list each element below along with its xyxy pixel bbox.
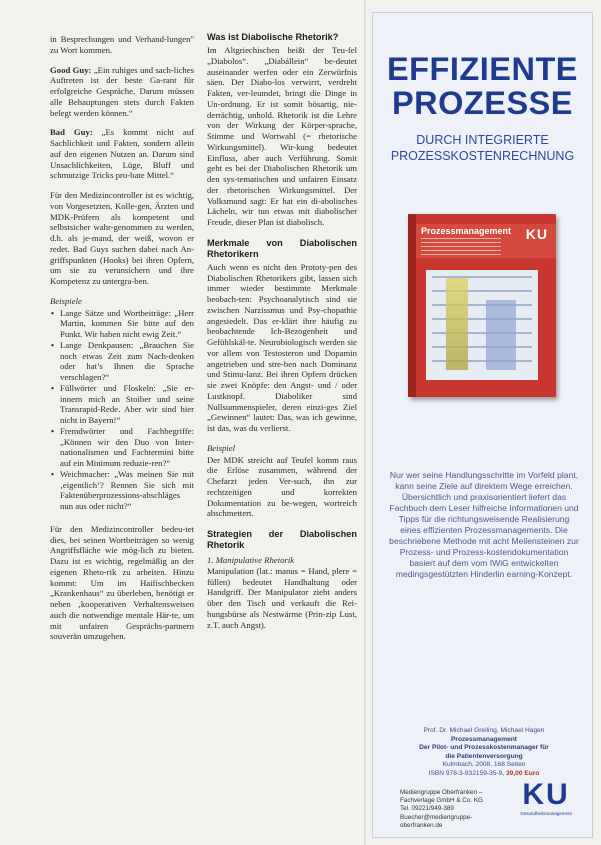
book-spine [408,214,416,397]
list-item: • Füllwörter und Floskeln: „Sie er-innern mich an Stoiber und seine Transrapid-Rede. Aber wir sind hier nicht in Bayern!“ [60,383,194,426]
section-heading: Strategien der Diabolischen Rhetorik [207,529,357,550]
article-column-1 [50,34,194,651]
ad-subtitle-line-1: DURCH INTEGRIERTE [416,133,549,147]
logo-tagline: Gesundheitsmanagement [520,811,572,816]
bad-guy-text: „Es kommt nicht auf Sachlichkeit und Fakten, sondern allein auf den eigenen Nutzen an. Darum sind Unsachlichkeiten, Lüge, Bluff und schmutzige Tricks pro-bate Mittel.“ [50,127,195,181]
page-fold [364,0,367,845]
publisher-line: Fachverlage GmbH & Co. KG [400,797,483,805]
ad-title-line-1: EFFIZIENTE [387,51,578,87]
section-heading: Was ist Diabolische Rhetorik? [207,32,339,42]
paragraph: Im Altgriechischen heißt der Teu-fel „Diabolos“. „Diabállein“ be-deutet auseinander werfen oder ein Zerwürfnis säen. Der Diabo-los verwirrt, verdreht Fakten, ver-leumdet, bringt die Dinge in Un-ordnung. Er ist somit bösartig, nie-derrächtig, unhold. Rhetorik ist die Lehre von der Wirkung der Körper-sprache, Stimme und Wortwahl (= rhetorische Wirkungsmittel). Wir-kung bedeutet Einfluss, aber auch Verführung. Somit geht es bei der Diabolischen Rhetorik um den sys-tematischen und unfairen Einsatz der rhetorischen Wirkungsmittel. Der Volksmund sagt: Er hat ein di-abolisches Lächeln, wir tun etwas mit diabolischer Freude, dieser Plan ist diabolisch. [207,45,357,227]
bad-guy-label: Bad Guy: [50,127,93,138]
publisher-contact [400,789,510,830]
examples-list [50,308,194,512]
list-item: • Fremdwörter und Fachbegriffe: „Können wir den Duo von Inter-nationalismen und Fachtermini bitte auf ein Minimum reduzie-ren?“ [60,426,194,469]
section-heading: Merkmale von Diabolischen Rhetorikern [207,237,357,259]
citation-title: Prozessmanagement [451,735,517,743]
logo-mark: KU [522,778,570,811]
citation-subtitle-1: Der Pilot- und Prozesskostenmanager für [419,744,549,751]
paragraph: Der MDK streicht auf Teufel komm raus die Erlöse zusammen, während der Chefarzt jeden Ver-such, ihn zur rechtzeitigen und korrekten Dokumentation zu be-wegen, wortreich abschmettert. [207,454,357,519]
book-cover-illustration [426,270,538,380]
paragraph: Für den Medizincontroller bedeu-tet dies, bei seinen Wortbeiträgen so wenig Angriffsfläche wie mög-lich zu bieten. Dazu ist es wichtig, regelmäßig an der eigenen Rheto-rik zu arbeiten. Hinzu kommt: Um im Haifischbecken „Krankenhaus“ zu überleben, benötigt er neben ‚kooperativen Verhaltensweisen auch die notwendige mentale Här-te, um mit unfairen Gesprächs-partnern souverän umzugehen. [50,523,194,642]
list-item: • Lange Sätze und Wortbeiträge: „Herr Martin, kommen Sie bitte auf den Punkt. Wir haben nicht ewig Zeit.“ [60,308,194,340]
citation-price: 39,00 Euro [506,769,540,777]
book-subtitle-lines [421,238,501,256]
citation-authors: Prof. Dr. Michael Greiling, Michael Hagen [423,727,545,734]
example-heading: Beispiel [207,442,235,453]
paragraph: Auch wenn es nicht den Prototy-pen des Diabolischen Rhetorikers gibt, lassen sich immer wieder bestimmte Merkmale beobach-ten: Psychoanalytisch sind sie zwischen Narzissmus und Psy-chopathie angesiedelt. Das er-klärt ihre häufig zu beobachtende Ich-Bezogenheit und Gefühlskäl-te. Neurobiologisch werden sie vor allem von Testosteron und Dopamin angetrieben und stre-ben nach Dominanz und Stimu-lanz. Bei ihren Opfern drücken sie zwei Knöpfe: den Angst- und / oder Lustknopf. Diaboliker sind Nullsummenspieler, deren einzi-ges Ziel „Gewinnen“ lautet: Das, was ich gewinne, ist das, was du verlierst. [207,261,357,433]
article-column-2 [207,32,357,639]
subsection-heading: 1. Manipulative Rhetorik [207,555,295,565]
good-guy-label: Good Guy: [50,64,92,75]
ad-body-text: Nur wer seine Handlungsschritte im Vorfeld plant, kann seine Ziele auf direktem Wege erreichen. Übersichtlich und praxisorientiert liefert das Fachbuch dem Leser hilfreiche Informationen und Tipps für die richtungsweisende Realisierung eines effizienten Prozessmanagements. Die beschriebene Methode mit acht Meilensteinen zur Prozess- und Prozess-kostendokumentation basiert auf dem vom IWiG entwickelten medingsgestützten Hinderlin earning-Konzept. [389,470,579,579]
paragraph: Für den Medizincontroller ist es wichtig, von Vorgesetzten, Kolle-gen, Ärzten und MDK-Prüfern als kompetent und selbstsicher wahr-genommen zu werden, d.h. als je-mand, der weiß, wovon er redet. Bad Guys suchen dabei nach An-griffspunkten (Hooks) bei ihren Opfern, um sie zu verunsichern und ihre Kompetenz zu untergra-ben. [50,190,194,286]
publisher-line: Mediengruppe Oberfranken – [400,789,483,796]
book-title: Prozessmanagement [421,226,512,236]
book-publisher-logo: KU [525,226,548,242]
book-cover-image [408,214,556,397]
publisher-phone: Tel. 09221/949-389 [400,805,454,813]
list-item: • Lange Denkpausen: „Brauchen Sie noch etwas Zeit zum Nach-denken oder hat’s Ihnen die Sprache verschlagen?“ [60,340,194,383]
citation-meta: Kulmbach, 2008, 168 Seiten [442,761,526,768]
paragraph-bad-guy [50,127,194,181]
book-citation [388,727,580,778]
citation-subtitle-2: die Patientenversorgung [445,752,523,760]
list-item: • Weichmacher: „Was meinen Sie mit ‚eigentlich‘? Rennen Sie sich mit Faktenüberprozessions-abschläges nun aus oder nicht?“ [60,469,194,512]
good-guy-text: „Ein ruhiges und sach-liches Auftreten ist der beste Ga-rant für erfolgreiche Gespräche. Darum müssen alle Behauptungen stets durch Fakten belegt werden können.“ [50,64,195,118]
paragraph-good-guy [50,65,194,119]
ad-subtitle-line-2: PROZESSKOSTENRECHNUNG [390,149,575,163]
paragraph: Manipulation (lat.: manus = Hand, plere = füllen) bedeutet Handhaltung oder Handgriff. Der Manipulator zieht anders über den Tisch und verkauft die Rei-hungsbürse als Nestwärme (Prin-zip Lust, z.T. auch Angst). [207,565,357,630]
paragraph: in Besprechungen und Verhand-lungen" zu Wort kommen. [50,34,194,55]
citation-isbn: ISBN 978-3-932159-35-9, [428,769,505,777]
examples-heading: Beispiele [50,295,82,306]
ad-title-line-2: PROZESSE [392,85,573,121]
publisher-email: Buecher@mediengruppe-oberfranken.de [400,813,473,829]
ku-logo [513,780,579,820]
